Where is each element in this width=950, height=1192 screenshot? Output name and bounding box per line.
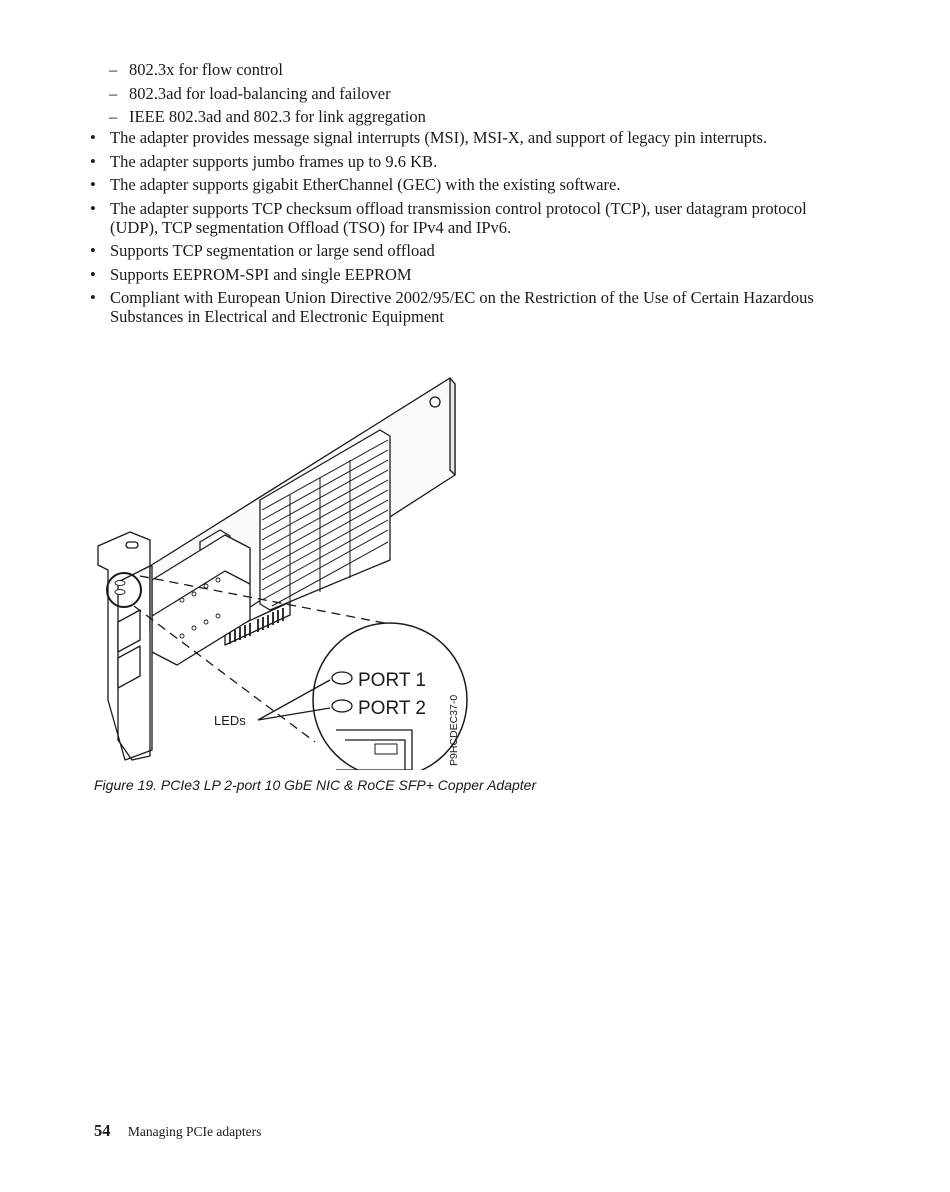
port2-led	[332, 700, 352, 712]
figure-image-id: P9HCDEC37-0	[448, 694, 460, 766]
page-footer	[94, 1121, 261, 1141]
bullet-item: • Compliant with European Union Directive 2002/95/EC on the Restriction of the Use of Certain Hazardous Substances in Electrical and Electronic Equipment	[90, 288, 814, 326]
feature-bullet-list	[90, 128, 820, 331]
mounting-hole	[430, 397, 440, 407]
bullet-item: • Supports EEPROM-SPI and single EEPROM	[90, 264, 412, 284]
bullet-item: • The adapter supports gigabit EtherChannel (GEC) with the existing software.	[90, 175, 621, 194]
magnified-led-circle	[313, 623, 467, 770]
sub-item-list	[109, 58, 426, 129]
leds-label: LEDs	[214, 713, 246, 728]
page-number: 54	[94, 1121, 111, 1140]
sub-item: – 802.3ad for load-balancing and failover	[109, 83, 391, 103]
port-opening-2	[118, 646, 140, 688]
footer-section-title: Managing PCIe adapters	[127, 1124, 262, 1139]
bullet-item: • The adapter provides message signal interrupts (MSI), MSI-X, and support of legacy pin interrupts.	[90, 128, 768, 147]
bullet-item: • Supports TCP segmentation or large send offload	[90, 241, 435, 260]
sub-item: – 802.3x for flow control	[109, 60, 283, 79]
adapter-illustration	[90, 370, 490, 770]
sub-item: – IEEE 802.3ad and 802.3 for link aggregation	[109, 107, 426, 126]
port1-label: PORT 1	[358, 670, 426, 691]
port1-led	[332, 672, 352, 684]
port2-label: PORT 2	[358, 698, 426, 719]
bullet-item: • The adapter supports TCP checksum offload transmission control protocol (TCP), user datagram protocol (UDP), TCP segmentation Offload (TSO) for IPv4 and IPv6.	[90, 198, 807, 237]
port-opening-1	[118, 610, 140, 652]
bullet-item: • The adapter supports jumbo frames up to 9.6 KB.	[90, 151, 438, 171]
figure-caption: Figure 19. PCIe3 LP 2-port 10 GbE NIC & RoCE SFP+ Copper Adapter	[94, 777, 537, 793]
adapter-figure	[90, 370, 490, 770]
